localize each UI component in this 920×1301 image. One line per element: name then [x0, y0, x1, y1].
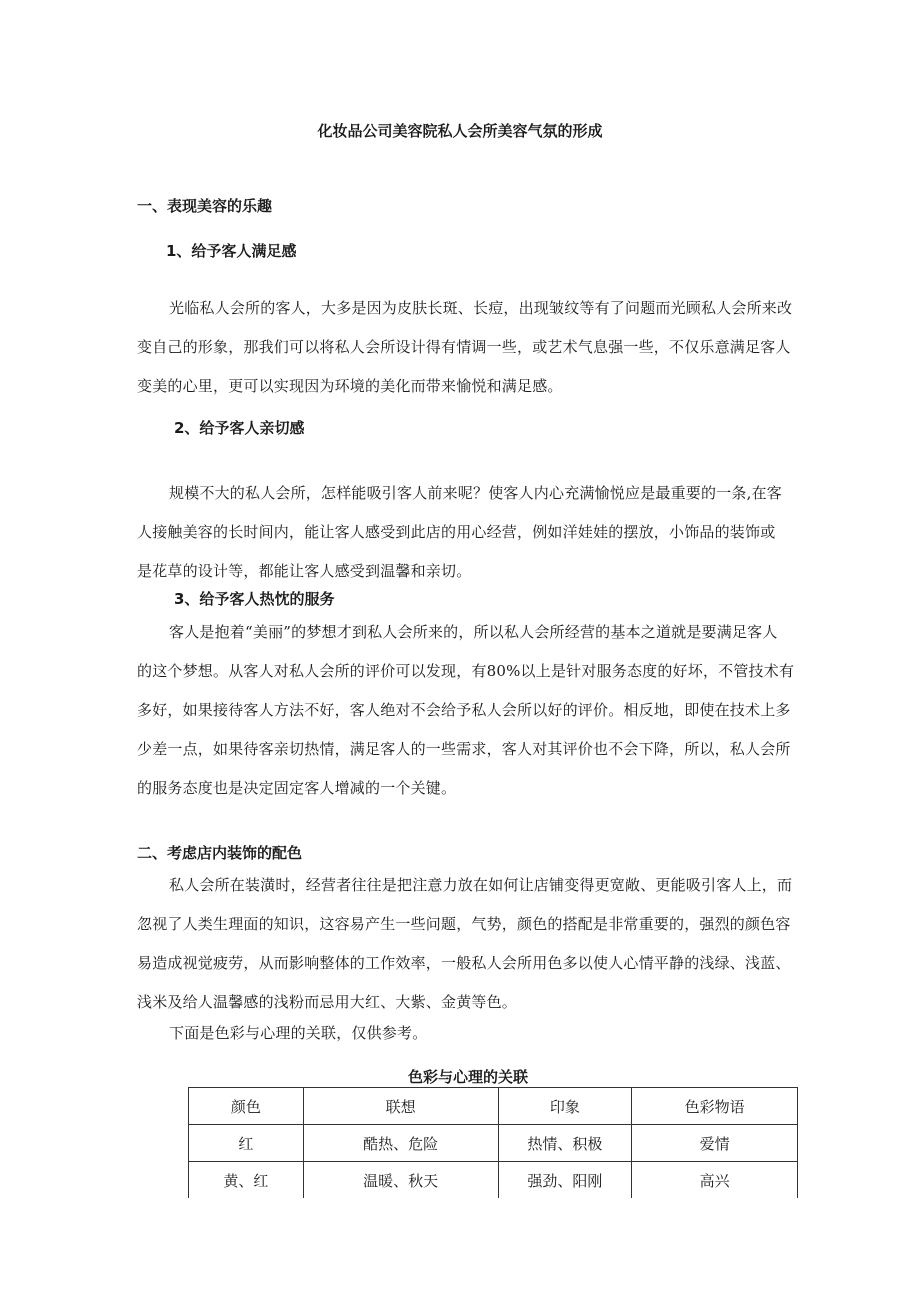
- paragraph-color-scheme: [137, 866, 811, 1022]
- paragraph-line: 是花草的设计等，都能让客人感受到温馨和亲切。: [137, 562, 472, 580]
- subsection-2-heading: 2、给予客人亲切感: [174, 419, 305, 437]
- paragraph-line: 变美的心里，更可以实现因为环境的美化而带来愉悦和满足感。: [137, 377, 563, 395]
- table-header-cell: 颜色: [189, 1088, 304, 1125]
- subsection-1-heading: 1、给予客人满足感: [166, 242, 297, 260]
- table-cell: 温暖、秋天: [303, 1162, 498, 1199]
- paragraph-line: 少差一点，如果待客亲切热情，满足客人的一些需求，客人对其评价也不会下降，所以，私人会所: [137, 740, 791, 758]
- table-row: [189, 1125, 798, 1162]
- paragraph-line: 易造成视觉疲劳，从而影响整体的工作效率，一般私人会所用色多以使人心情平静的浅绿、浅蓝、: [137, 954, 791, 972]
- paragraph-line: 下面是色彩与心理的关联，仅供参考。: [169, 1024, 428, 1042]
- table-cell: 高兴: [632, 1162, 798, 1199]
- paragraph-line: 私人会所在装潢时，经营者往往是把注意力放在如何让店铺变得更宽敞、更能吸引客人上，而: [169, 876, 793, 894]
- paragraph-table-intro: [137, 1014, 811, 1053]
- table-cell: 强劲、阳刚: [498, 1162, 632, 1199]
- table-header-cell: 色彩物语: [632, 1088, 798, 1125]
- paragraph-satisfaction: [137, 289, 811, 406]
- paragraph-line: 浅米及给人温馨感的浅粉而忌用大红、大紫、金黄等色。: [137, 993, 518, 1011]
- table-cell: 热情、积极: [498, 1125, 632, 1162]
- paragraph-line: 的服务态度也是决定固定客人增减的一个关键。: [137, 779, 457, 797]
- paragraph-service: [137, 613, 811, 808]
- section-2-heading: 二、考虑店内装饰的配色: [137, 844, 303, 862]
- table-cell: 黄、红: [189, 1162, 304, 1199]
- paragraph-line: 多好，如果接待客人方法不好，客人绝对不会给予私人会所以好的评价。相反地，即使在技术上多: [137, 701, 791, 719]
- table-header-cell: 印象: [498, 1088, 632, 1125]
- table-cell: 爱情: [632, 1125, 798, 1162]
- paragraph-friendliness: [137, 474, 811, 591]
- table-cell: 红: [189, 1125, 304, 1162]
- table-header-cell: 联想: [303, 1088, 498, 1125]
- table-cell: 酷热、危险: [303, 1125, 498, 1162]
- paragraph-line: 的这个梦想。从客人对私人会所的评价可以发现，有80%以上是针对服务态度的好坏，不管技术有: [137, 662, 795, 680]
- color-psychology-table: [188, 1087, 798, 1198]
- section-1-heading: 一、表现美容的乐趣: [137, 197, 273, 215]
- paragraph-line: 规模不大的私人会所，怎样能吸引客人前来呢？使客人内心充满愉悦应是最重要的一条,在客: [169, 484, 782, 502]
- table-title: 色彩与心理的关联: [407, 1068, 528, 1086]
- paragraph-line: 人接触美容的长时间内，能让客人感受到此店的用心经营，例如洋娃娃的摆放，小饰品的装饰或: [137, 523, 776, 541]
- paragraph-line: 忽视了人类生理面的知识，这容易产生一些问题，气势，颜色的搭配是非常重要的，强烈的颜色容: [137, 915, 791, 933]
- paragraph-line: 客人是抱着“美丽”的梦想才到私人会所来的，所以私人会所经营的基本之道就是要满足客人: [169, 623, 778, 641]
- table-row: [189, 1162, 798, 1199]
- paragraph-line: 光临私人会所的客人，大多是因为皮肤长斑、长痘，出现皱纹等有了问题而光顾私人会所来改: [169, 299, 793, 317]
- table-header-row: [189, 1088, 798, 1125]
- paragraph-line: 变自己的形象，那我们可以将私人会所设计得有情调一些，或艺术气息强一些，不仅乐意满足客人: [137, 338, 791, 356]
- subsection-3-heading: 3、给予客人热忱的服务: [174, 590, 335, 608]
- page-title: 化妆品公司美容院私人会所美容气氛的形成: [317, 122, 603, 140]
